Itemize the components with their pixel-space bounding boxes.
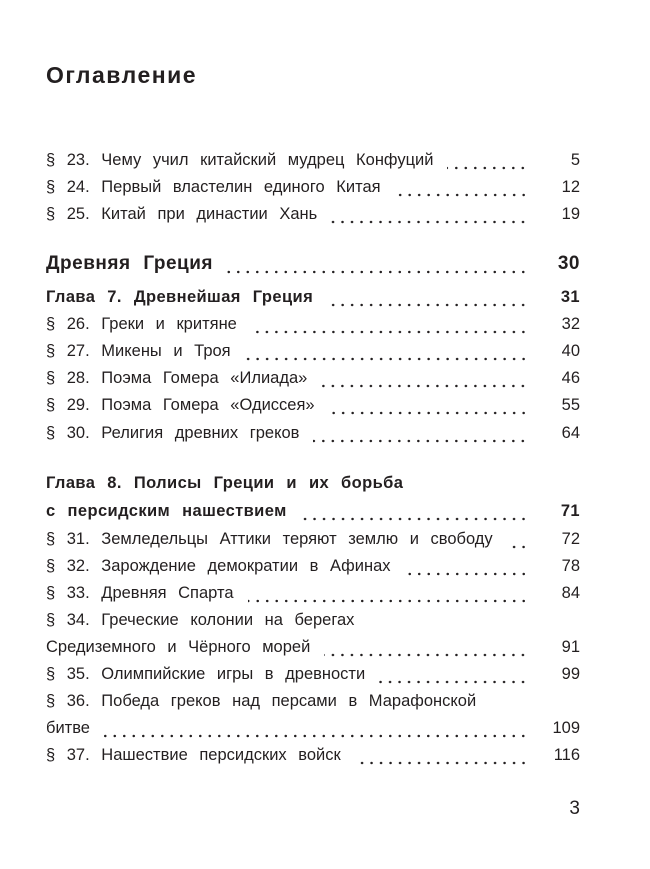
toc-entry xyxy=(46,146,580,170)
page-number: 3 xyxy=(569,798,580,819)
toc-entry-page: 72 xyxy=(561,530,580,548)
toc-entry xyxy=(46,525,580,549)
toc-entry-title: § 24. Первый властелин единого Китая xyxy=(46,178,381,196)
dot-leader xyxy=(321,368,528,388)
toc-entry-title: § 32. Зарождение демократии в Афинах xyxy=(46,557,391,575)
page-title: Оглавление xyxy=(46,62,198,88)
dot-leader xyxy=(447,150,528,170)
dot-leader xyxy=(405,556,528,576)
toc-entry-page: 31 xyxy=(560,288,580,306)
toc-entry-page: 55 xyxy=(561,396,580,414)
toc-entry xyxy=(46,310,580,334)
toc-entry-title: § 28. Поэма Гомера «Илиада» xyxy=(46,369,308,387)
dot-leader xyxy=(507,529,528,549)
toc-entry-title: Древняя Греция xyxy=(46,253,213,274)
toc-entry-title: § 34. Греческие колонии на берегах xyxy=(46,611,355,629)
toc-entry-page: 12 xyxy=(561,178,580,196)
toc-entry-title: битве xyxy=(46,719,90,737)
toc-entry-title: § 23. Чему учил китайский мудрец Конфуций xyxy=(46,151,434,169)
toc-entry-page: 5 xyxy=(570,151,580,169)
toc-entry-page: 64 xyxy=(561,424,580,442)
toc-entry-title: § 26. Греки и критяне xyxy=(46,315,237,333)
toc-entry-title: с персидским нашествием xyxy=(46,502,287,520)
toc-entry-title: § 37. Нашествие персидских войск xyxy=(46,746,341,764)
toc-entry-page: 91 xyxy=(561,638,580,656)
toc-entry-page: 30 xyxy=(557,253,580,274)
toc-entry-title: § 35. Олимпийские игры в древности xyxy=(46,665,366,683)
toc-entry xyxy=(46,391,580,415)
dot-leader xyxy=(395,177,528,197)
toc-entry xyxy=(46,173,580,197)
toc-entry-title: § 29. Поэма Гомера «Одиссея» xyxy=(46,396,315,414)
toc-entry xyxy=(46,552,580,576)
toc-entry xyxy=(46,337,580,361)
toc-entry xyxy=(46,606,580,630)
toc-entry xyxy=(46,200,580,224)
dot-leader xyxy=(329,395,528,415)
toc-entry xyxy=(46,497,580,521)
dot-leader xyxy=(251,314,528,334)
dot-leader xyxy=(313,423,528,443)
toc-entry-page: 19 xyxy=(561,205,580,223)
toc-entry xyxy=(46,469,580,493)
toc-entry-title: Глава 7. Древнейшая Греция xyxy=(46,288,314,306)
toc-entry-title: § 36. Победа греков над персами в Марафонской xyxy=(46,692,477,710)
toc-entry-title: § 30. Религия древних греков xyxy=(46,424,300,442)
toc-entry-title: § 27. Микены и Троя xyxy=(46,342,231,360)
toc-entry-page: 40 xyxy=(561,342,580,360)
dot-leader xyxy=(227,254,528,274)
toc-entry xyxy=(46,714,580,738)
toc-entry-title: § 25. Китай при династии Хань xyxy=(46,205,318,223)
toc-entry xyxy=(46,250,580,274)
toc-entry-title: § 31. Земледельцы Аттики теряют землю и свободу xyxy=(46,530,493,548)
toc-entry xyxy=(46,419,580,443)
toc-entry xyxy=(46,283,580,307)
toc-entry xyxy=(46,687,580,711)
toc-entry xyxy=(46,660,580,684)
toc-entry-title: Средиземного и Чёрного морей xyxy=(46,638,311,656)
toc-entry-page: 84 xyxy=(561,584,580,602)
toc-entry-page: 116 xyxy=(553,746,580,764)
dot-leader xyxy=(379,664,528,684)
toc-entry-page: 46 xyxy=(561,369,580,387)
toc-entry xyxy=(46,364,580,388)
toc-entry xyxy=(46,579,580,603)
dot-leader xyxy=(248,583,528,603)
dot-leader xyxy=(245,341,528,361)
toc-entry-page: 99 xyxy=(561,665,580,683)
dot-leader xyxy=(324,637,528,657)
toc-entry-page: 71 xyxy=(560,502,580,520)
toc-entry-title: § 33. Древняя Спарта xyxy=(46,584,234,602)
dot-leader xyxy=(327,287,528,307)
dot-leader xyxy=(331,204,528,224)
dot-leader xyxy=(301,501,528,521)
dot-leader xyxy=(355,745,528,765)
toc-entry xyxy=(46,633,580,657)
toc-entry xyxy=(46,741,580,765)
toc-entry-page: 32 xyxy=(561,315,580,333)
toc-entry-page: 78 xyxy=(561,557,580,575)
toc-entry-title: Глава 8. Полисы Греции и их борьба xyxy=(46,474,404,492)
toc-entry-page: 109 xyxy=(552,719,580,737)
dot-leader xyxy=(104,718,528,738)
